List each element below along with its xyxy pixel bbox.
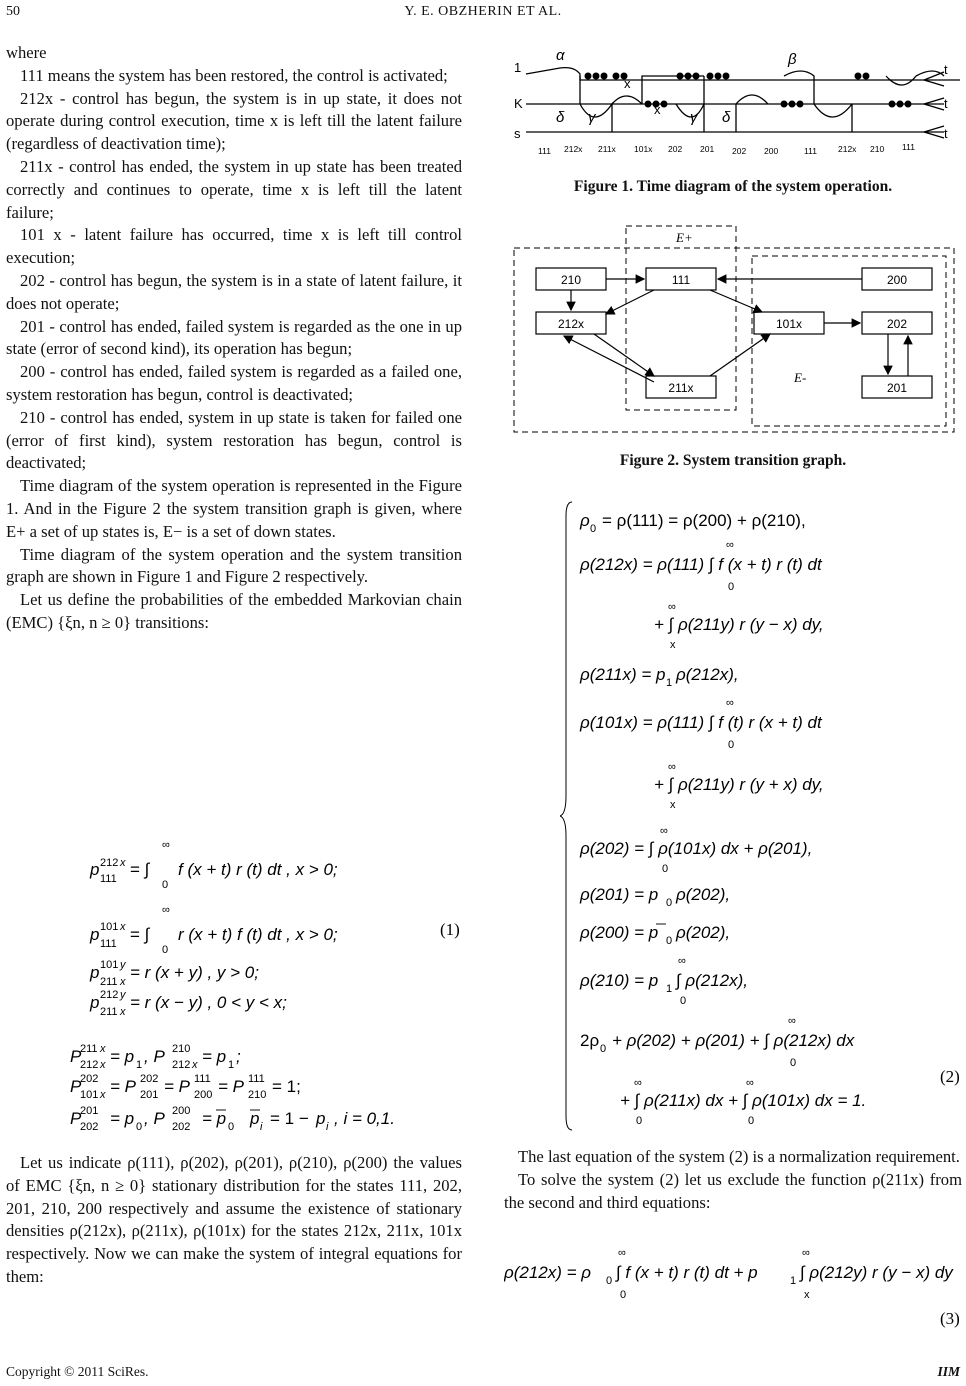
svg-text:212: 212 [100,989,119,1001]
svg-text:1: 1 [666,677,673,689]
t-label: t [944,62,948,77]
figure-2-caption: Figure 2. System transition graph. [619,452,847,469]
x-mark: x [624,76,631,91]
node-label: 111 [671,273,691,287]
greek-label: β [788,51,797,68]
svg-text:ρ(211x) = p: ρ(211x) = p [580,665,666,684]
svg-text:i: i [326,1121,329,1133]
svg-text:p: p [90,925,100,944]
svg-text:201: 201 [140,1089,159,1101]
svg-text:ρ(200) = p: ρ(200) = p [580,923,659,942]
svg-text:202: 202 [80,1121,99,1133]
svg-text:= p: = p [110,1047,135,1066]
svg-text:∞: ∞ [162,904,170,916]
svg-text:= p: = p [202,1109,227,1128]
svg-text:∞: ∞ [668,761,676,773]
row-label: s [514,126,521,141]
left-column [6,42,462,635]
svg-text:= p: = p [110,1109,135,1128]
paragraph: 201 - control has ended, failed system is regarded as the one in up state (error of second kind), its operation has begun; [6,316,462,359]
page-footer [6,1364,960,1380]
svg-text:∫ f (x + t) r (t) dt + p: ∫ f (x + t) r (t) dt + p [616,1263,758,1282]
svg-text:1: 1 [228,1059,235,1071]
svg-text:= ∫: = ∫ [130,925,150,944]
eq1-label: (1) [440,920,460,939]
paragraph: 202 - control has begun, the system is in a state of latent failure, it does not operate; [6,270,462,313]
svg-text:1: 1 [136,1059,143,1071]
svg-text:i: i [260,1121,263,1133]
state-label: 200 [764,146,779,156]
node-label: 210 [560,273,582,287]
svg-text:ρ(101x) = ρ(111) ∫ f (t) r (x: ρ(101x) = ρ(111) ∫ f (t) r (x + t) dt [580,713,822,732]
svg-text:∞: ∞ [162,839,170,851]
copyright: Copyright © 2011 SciRes. [6,1364,149,1379]
svg-text:+ ∫ ρ(211y) r (y + x) dy,: + ∫ ρ(211y) r (y + x) dy, [654,775,824,794]
x-mark: x [654,102,661,117]
paragraph: 210 - control has ended, system in up state is taken for failed one (error of first kind), system restoration has begun, control is deactivated; [6,407,462,473]
svg-text:201: 201 [80,1105,99,1117]
svg-text:x: x [670,799,676,811]
node-label: 201 [886,381,908,395]
svg-text:= P: = P [164,1077,190,1096]
svg-text:x: x [100,1059,106,1071]
svg-text:0: 0 [748,1115,755,1127]
node-label: 101x [775,317,803,331]
svg-text:∞: ∞ [668,601,676,613]
svg-text:= ∫: = ∫ [130,860,150,879]
paragraph: Let us define the probabilities of the embedded Markovian chain (EMC) {ξn, n ≥ 0} transitions: [6,590,462,632]
svg-text:∞: ∞ [746,1077,754,1089]
svg-text:111: 111 [100,938,117,950]
left-column-bottom [6,1152,462,1289]
svg-text:ρ(202) = ∫ ρ(101x) dx + ρ(201): ρ(202) = ∫ ρ(101x) dx + ρ(201), [580,839,813,858]
svg-text:∞: ∞ [678,955,686,967]
svg-text:x: x [670,639,676,651]
svg-text:211: 211 [100,1006,118,1018]
paragraph: 211x - control has ended, the system in up state has been treated correctly and continues to operate, time x is left till the latent failure; [6,156,462,222]
svg-text:∞: ∞ [660,825,668,837]
svg-text:x: x [100,1089,106,1101]
svg-text:111: 111 [248,1073,265,1085]
svg-text:212: 212 [100,857,119,869]
state-label: 210 [870,144,885,154]
svg-text:∞: ∞ [802,1247,810,1259]
svg-text:= 1 −: = 1 − [270,1109,309,1128]
svg-text:P: P [70,1109,82,1128]
state-label: 201 [700,144,715,154]
paragraph: Time diagram of the system operation and the system transition graph are shown in Figure 1 and Figure 2 respectively. [6,544,462,587]
figure-2-transition-graph [504,222,960,438]
greek-label: γ [588,109,596,126]
svg-text:x: x [100,1043,106,1055]
node-label: 202 [886,317,908,331]
svg-text:ρ(202),: ρ(202), [676,923,731,942]
state-label: 111 [804,146,817,156]
svg-text:x: x [120,921,126,933]
svg-text:0: 0 [162,879,169,891]
journal-abbrev: IIM [937,1364,960,1379]
state-label: 111 [538,146,551,156]
svg-text:101: 101 [100,921,119,933]
svg-text:P: P [70,1077,82,1096]
state-labels [538,142,915,156]
paragraph: Time diagram of the system operation is represented in the Figure 1. And in the Figure 2 the system transition graph is given, where E+ a set of up states is, E− is a set of down states. [6,476,462,541]
node-label: 211x [668,381,694,395]
svg-text:P: P [70,1047,82,1066]
svg-text:101: 101 [100,959,119,971]
svg-text:∞: ∞ [726,539,734,551]
node-label: 200 [886,273,908,287]
svg-text:∞: ∞ [618,1247,626,1259]
running-title: Y. E. OBZHERIN ET AL. [404,4,562,19]
e-plus-label: E+ [676,230,693,245]
equation-3 [504,1238,962,1338]
paragraph: where [6,43,47,62]
svg-text:x: x [120,976,126,988]
eq3-label: (3) [940,1309,960,1328]
paragraph: 200 - control has ended, failed system is regarded as a failed one, system restoration has begun, control is deactivated; [6,362,462,404]
svg-text:∞: ∞ [634,1077,642,1089]
svg-text:0: 0 [728,581,735,593]
svg-text:∫ ρ(212x),: ∫ ρ(212x), [676,971,749,990]
svg-text:0: 0 [680,995,687,1007]
page-number: 50 [6,4,20,19]
paragraph: 212x - control has begun, the system is in up state, it does not operate during control execution, time x is left till the latent failure (regardless of deactivation time); [6,88,462,154]
eq2-label: (2) [940,1067,960,1086]
greek-label: γ [690,109,698,126]
svg-text:212: 212 [80,1059,99,1071]
t-label: t [944,96,948,111]
svg-text:= r (x − y) , 0 < y < x;: = r (x − y) , 0 < y < x; [130,993,287,1012]
svg-text:x: x [192,1059,198,1071]
svg-text:111: 111 [100,873,117,885]
svg-text:0: 0 [620,1289,627,1301]
svg-text:0: 0 [666,897,673,909]
state-label: 211x [598,144,616,154]
svg-text:p: p [90,993,100,1012]
svg-text:2ρ: 2ρ [580,1031,600,1050]
svg-text:p: p [90,963,100,982]
svg-text:x: x [120,1006,126,1018]
state-label: 212x [564,144,583,154]
svg-text:111: 111 [194,1073,211,1085]
svg-text:0: 0 [136,1121,143,1133]
svg-text:210: 210 [248,1089,267,1101]
svg-text:200: 200 [194,1089,213,1101]
svg-text:= r (x + y) , y > 0;: = r (x + y) , y > 0; [130,963,259,982]
svg-text:210: 210 [172,1043,191,1055]
svg-text:, i = 0,1.: , i = 0,1. [334,1109,395,1128]
svg-text:f (x + t) r (t) dt , x > 0;: f (x + t) r (t) dt , x > 0; [178,860,338,879]
svg-text:y: y [120,989,126,1001]
svg-text:101: 101 [80,1089,99,1101]
svg-text:p: p [316,1109,326,1128]
svg-text:, P: , P [144,1109,165,1128]
state-label: 202 [732,146,747,156]
svg-text:ρ(212x),: ρ(212x), [676,665,739,684]
svg-text:200: 200 [172,1105,191,1117]
node-label: 212x [557,317,585,331]
svg-text:0: 0 [600,1043,607,1055]
svg-text:= P: = P [218,1077,244,1096]
svg-text:0: 0 [590,523,597,535]
svg-text:ρ(201) = p: ρ(201) = p [580,885,659,904]
svg-text:0: 0 [728,739,735,751]
svg-text:ρ(212x) = ρ: ρ(212x) = ρ [504,1263,592,1282]
svg-text:0: 0 [790,1057,797,1069]
svg-text:0: 0 [636,1115,643,1127]
state-label: 202 [668,144,683,154]
row-label: 1 [514,60,522,75]
greek-label: δ [722,109,731,126]
paragraph: 111 means the system has been restored, the control is activated; [20,65,448,85]
svg-text:∞: ∞ [788,1015,796,1027]
paragraph: To solve the system (2) let us exclude the function ρ(211x) from the second and third equations: [504,1169,962,1212]
right-column-text [504,1146,962,1214]
svg-text:211: 211 [100,976,118,988]
svg-text:∫ ρ(212y) r (y − x) dy: ∫ ρ(212y) r (y − x) dy [800,1263,953,1282]
svg-text:0: 0 [162,944,169,956]
eq-line: p [90,860,100,879]
svg-text:ρ(212x) = ρ(111) ∫ f (x + t) r: ρ(212x) = ρ(111) ∫ f (x + t) r (t) dt [580,555,822,574]
svg-text:;: ; [236,1047,241,1066]
equation-1 [70,830,470,1140]
svg-text:∞: ∞ [726,697,734,709]
svg-text:211: 211 [80,1043,98,1055]
svg-text:+ ∫ ρ(211y) r (y − x) dy,: + ∫ ρ(211y) r (y − x) dy, [654,615,824,634]
greek-label: α [556,47,565,64]
svg-text:202: 202 [140,1073,159,1085]
svg-text:ρ: ρ [580,511,590,530]
svg-text:1: 1 [666,983,673,995]
svg-text:1: 1 [790,1275,797,1287]
svg-text:p: p [250,1109,260,1128]
svg-text:, P: , P [144,1047,165,1066]
svg-text:= ρ(111) = ρ(200) + ρ(210),: = ρ(111) = ρ(200) + ρ(210), [602,511,806,530]
svg-text:y: y [120,959,126,971]
svg-text:0: 0 [666,935,673,947]
paragraph: Let us indicate ρ(111), ρ(202), ρ(201), ρ(210), ρ(200) the values of EMC {ξn, n ≥ 0} stationary distribution for the states 111, 202, 201, 210, 200 respectively and assume the existence of stationary densities ρ(212x), ρ(211x), ρ(101x) for the states 212x, 211x, 101x respectively. Now we can make the system of integral equations for them: [6,1153,462,1286]
e-minus-label: E- [794,370,807,385]
svg-text:+ ∫ ρ(211x) dx + ∫ ρ(101x) dx: + ∫ ρ(211x) dx + ∫ ρ(101x) dx = 1. [620,1091,867,1110]
svg-text:0: 0 [606,1275,613,1287]
svg-text:202: 202 [172,1121,191,1133]
svg-text:= 1;: = 1; [272,1077,301,1096]
svg-text:x: x [120,857,126,869]
paragraph: The last equation of the system (2) is a normalization requirement. [518,1147,960,1166]
state-label: 212x [838,144,857,154]
svg-text:= p: = p [202,1047,227,1066]
svg-text:0: 0 [228,1121,235,1133]
row-label: K [514,96,523,111]
figure-1-caption: Figure 1. Time diagram of the system operation. [573,178,893,195]
svg-text:212: 212 [172,1059,191,1071]
svg-text:ρ(210) = p: ρ(210) = p [580,971,659,990]
svg-text:ρ(202),: ρ(202), [676,885,731,904]
svg-text:202: 202 [80,1073,99,1085]
svg-text:0: 0 [662,863,669,875]
state-label: 101x [634,144,653,154]
svg-text:x: x [804,1289,810,1301]
figure-1-time-diagram [504,46,960,166]
svg-text:r (x + t) f (t) dt , x > 0;: r (x + t) f (t) dt , x > 0; [178,925,338,944]
t-label: t [944,126,948,141]
svg-text:+ ρ(202) + ρ(201) + ∫ ρ(212x): + ρ(202) + ρ(201) + ∫ ρ(212x) dx [612,1031,855,1050]
svg-text:= P: = P [110,1077,136,1096]
state-label: 111 [902,142,915,152]
equation-system-2 [560,496,960,1136]
greek-label: δ [556,109,565,126]
paragraph: 101 x - latent failure has occurred, time x is left till control execution; [6,225,462,268]
